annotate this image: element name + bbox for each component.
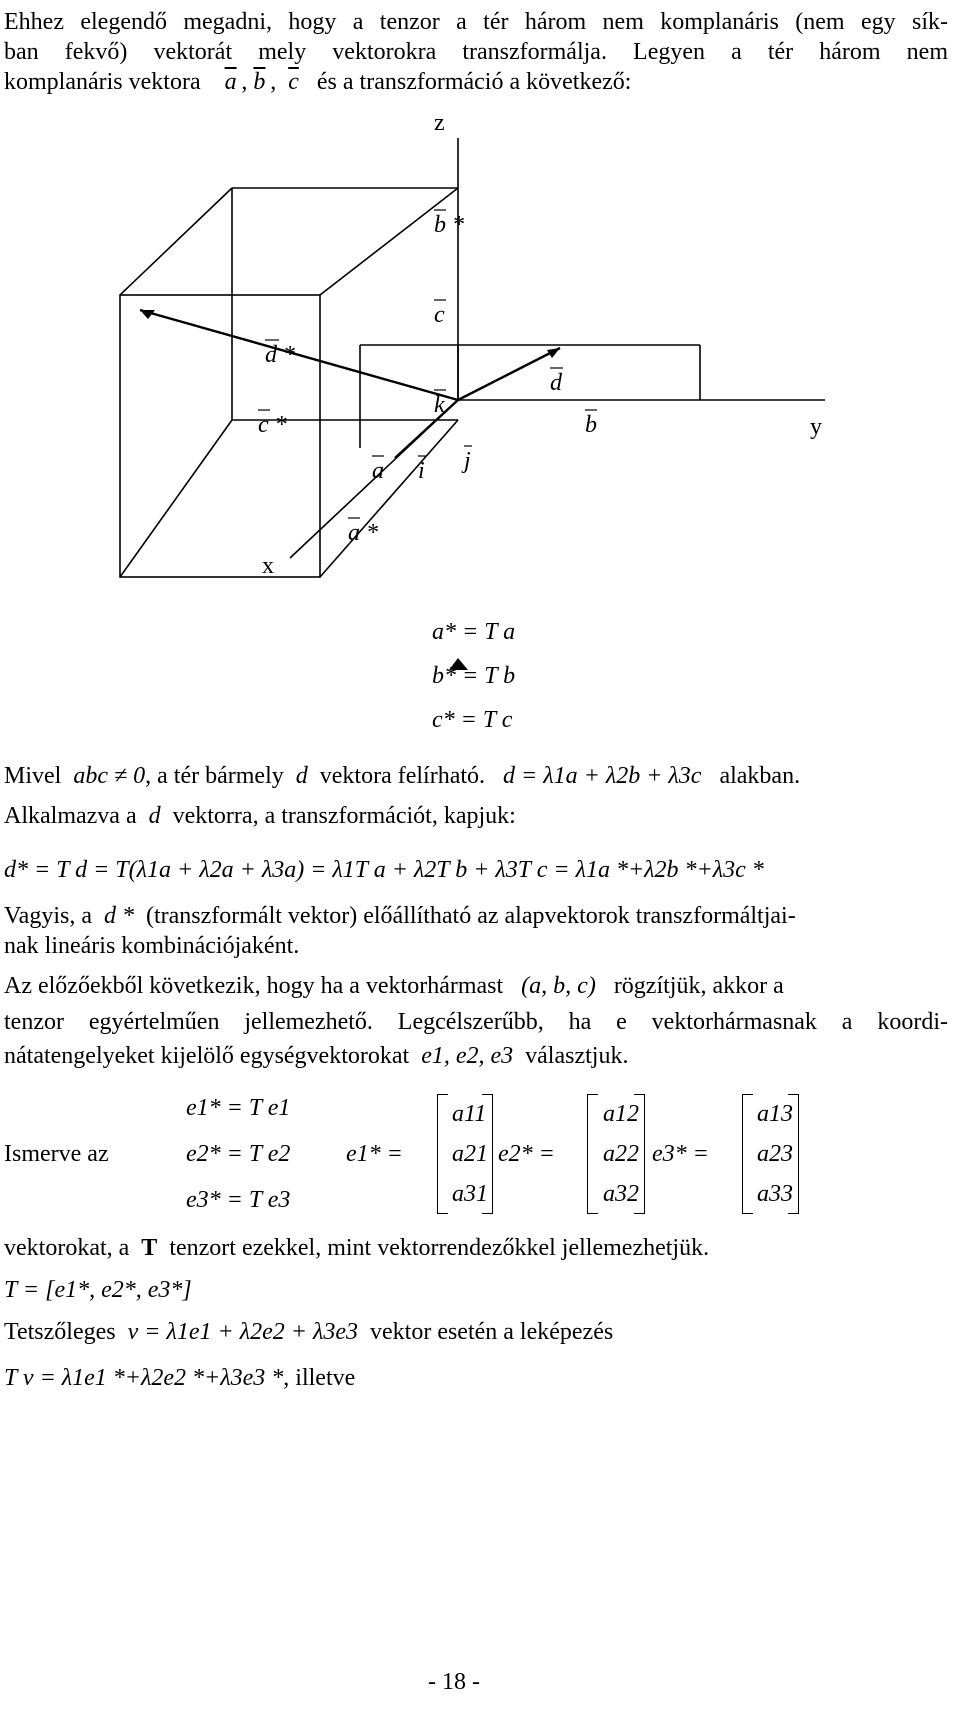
matrix-1-r1: a11: [452, 1101, 487, 1127]
paragraph-az-2: tenzor egyértelműen jellemezhető. Legcélszerűbb, ha e vektorhármasnak a koordi-: [4, 1009, 948, 1035]
label-k: k: [434, 392, 445, 418]
matrix-2-r1: a12: [603, 1101, 639, 1127]
paragraph-az-3: nátatengelyeket kijelölő egységvektorokat e1, e2, e3 választjuk.: [4, 1043, 629, 1069]
label-a: a: [372, 458, 384, 484]
eq-c-star: c* = T c: [432, 707, 513, 733]
paragraph-tetszoleges: Tetszőleges v = λ1e1 + λ2e2 + λ3e3 vektor esetén a leképezés: [4, 1319, 614, 1345]
label-d: d: [550, 370, 562, 396]
matrix-2-lhs: e2* =: [498, 1141, 555, 1167]
paragraph-vagyis-2: nak lineáris kombinációjaként.: [4, 933, 300, 959]
axis-z-label: z: [434, 110, 445, 136]
paragraph-vektorokat: vektorokat, a T tenzort ezekkel, mint vektorrendezőkkel jellemezhetjük.: [4, 1235, 710, 1261]
paragraph-alkalmazva: Alkalmazva a d vektorra, a transzformációt, kapjuk:: [4, 803, 516, 829]
matrix-3-r2: a23: [757, 1141, 793, 1167]
intro-line-3: komplanáris vektora $\overline{a}$ , $\overline{b}$ , $\overline{c}$ és a transzformáció a következő:: [4, 69, 632, 95]
paragraph-az-1: Az előzőekből következik, hogy ha a vektorhármast (a, b, c) rögzítjük, akkor a: [4, 973, 784, 999]
paragraph-vagyis-1: Vagyis, a d * (transzformált vektor) előállítható az alapvektorok transzformáltjai-: [4, 903, 796, 929]
label-i: i: [418, 458, 425, 484]
equation-T-columns: T = [e1*, e2*, e3*]: [4, 1277, 192, 1303]
axis-y-label: y: [810, 414, 822, 440]
matrix-3-r1: a13: [757, 1101, 793, 1127]
equation-Tv: T v = λ1e1 *+λ2e2 *+λ3e3 *, illetve: [4, 1365, 356, 1391]
matrix-2-r3: a32: [603, 1181, 639, 1207]
label-c-star: c *: [258, 412, 287, 438]
ismerve-e3: e3* = T e3: [186, 1187, 291, 1213]
matrix-3-r3: a33: [757, 1181, 793, 1207]
intro-line-1: Ehhez elegendő megadni, hogy a tenzor a tér három nem komplanáris (nem egy sík-: [4, 9, 948, 35]
paragraph-mivel: Mivel abc ≠ 0, a tér bármely d vektora felírható. d = λ1a + λ2b + λ3c alakban.: [4, 763, 801, 789]
eq-b-star: b* = T b: [432, 663, 516, 689]
axis-x-label: x: [262, 553, 274, 579]
equation-d-star-expansion: d* = T d = T(λ1a + λ2a + λ3a) = λ1T a + λ2T b + λ3T c = λ1a *+λ2b *+λ3c *: [4, 857, 764, 883]
ismerve-label: Ismerve az: [4, 1141, 109, 1167]
intro-line-2: ban fekvő) vektorát mely vektorokra transzformálja. Legyen a tér három nem: [4, 39, 948, 65]
label-c: c: [434, 302, 445, 328]
matrix-1-r2: a21: [452, 1141, 488, 1167]
label-j: j: [464, 448, 471, 474]
ismerve-e1: e1* = T e1: [186, 1095, 291, 1121]
matrix-2-r2: a22: [603, 1141, 639, 1167]
cube-transform-figure: [0, 100, 960, 700]
matrix-1-lhs: e1* =: [346, 1141, 403, 1167]
eq-a-star: a* = T a: [432, 619, 516, 645]
label-b-star: b *: [434, 212, 464, 238]
page-number: - 18 -: [428, 1669, 480, 1695]
matrix-1-r3: a31: [452, 1181, 488, 1207]
ismerve-e2: e2* = T e2: [186, 1141, 291, 1167]
matrix-3-lhs: e3* =: [652, 1141, 709, 1167]
label-a-star: a *: [348, 520, 378, 546]
label-d-star: d *: [265, 342, 295, 368]
label-b: b: [585, 412, 597, 438]
